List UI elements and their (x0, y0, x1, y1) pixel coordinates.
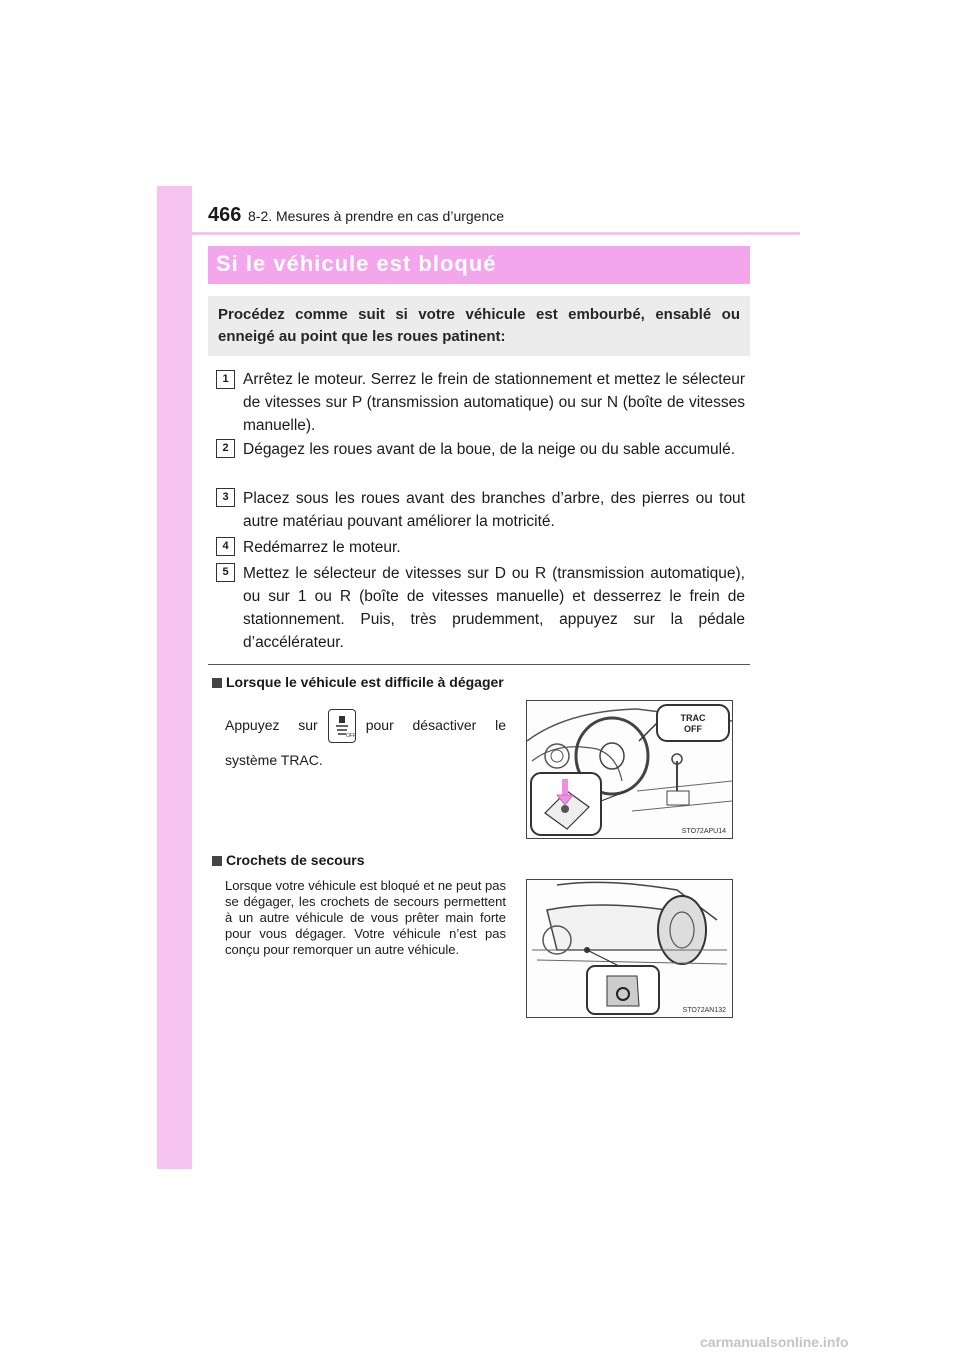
hooks-text: Lorsque votre véhicule est bloqué et ne peut pas se dégager, les crochets de secours permettent à un autre véhicule de vous prêter main forte pour vous dégager. Votre véhicule n’est pas conçu pour remorquer un autre véhicule. (225, 878, 506, 957)
step-text: Mettez le sélecteur de vitesses sur D ou R (transmission automatique), ou sur 1 ou R (boîte de vitesses manuelle) et desserrez le frein de stationnement. Puis, très prudemment, appuyez sur la pédale d’accélérateur. (243, 565, 745, 651)
note-heading-hooks: Crochets de secours (212, 852, 365, 868)
intro-text: Procédez comme suit si votre véhicule est embourbé, ensablé ou enneigé au point que les roues patinent: (218, 306, 740, 345)
section-divider (208, 664, 750, 665)
step-text: Arrêtez le moteur. Serrez le frein de stationnement et mettez le sélecteur de vitesses sur P (transmission automatique) ou sur N (boîte de vitesses manuelle). (243, 371, 745, 434)
step-text: Dégagez les roues avant de la boue, de la neige ou du sable accumulé. (243, 441, 736, 458)
figure-code: STO72AN132 (682, 1007, 726, 1014)
step-number-badge: 5 (216, 563, 235, 582)
trac-text-before: Appuyez sur (225, 717, 318, 733)
vehicle-underside-illustration (527, 880, 732, 1017)
note-heading-trac: Lorsque le véhicule est difficile à dégager (212, 674, 504, 690)
section-banner (208, 246, 750, 284)
square-bullet-icon (212, 856, 222, 866)
section-title: Si le véhicule est bloqué (216, 251, 497, 276)
watermark: carmanualsonline.info (700, 1334, 849, 1350)
step-number-badge: 3 (216, 488, 235, 507)
step-text: Placez sous les roues avant des branches d’arbre, des pierres ou tout autre matériau pouvant améliorer la motricité. (243, 490, 745, 530)
page-number: 466 (208, 204, 242, 226)
step-number-badge: 1 (216, 370, 235, 389)
intro-box (208, 296, 750, 356)
step-number-badge: 4 (216, 537, 235, 556)
figure-trac-off (526, 700, 733, 839)
figure-rescue-hooks (526, 879, 733, 1018)
step-number-badge: 2 (216, 439, 235, 458)
square-bullet-icon (212, 678, 222, 688)
trac-text-after: pour désactiver le système TRAC. (225, 717, 506, 769)
trac-off-button-icon (328, 709, 356, 743)
side-color-band (157, 186, 192, 1169)
header-rule (192, 232, 800, 235)
figure-code: STO72APU14 (681, 828, 726, 835)
dashboard-illustration (527, 701, 732, 838)
trac-label-line2: OFF (684, 724, 702, 734)
trac-label-line1: TRAC (680, 713, 706, 723)
step-text: Redémarrez le moteur. (243, 539, 401, 556)
svg-text:OFF: OFF (345, 733, 356, 740)
trac-instruction (225, 708, 506, 777)
running-head: 8-2. Mesures à prendre en cas d’urgence (248, 208, 505, 224)
